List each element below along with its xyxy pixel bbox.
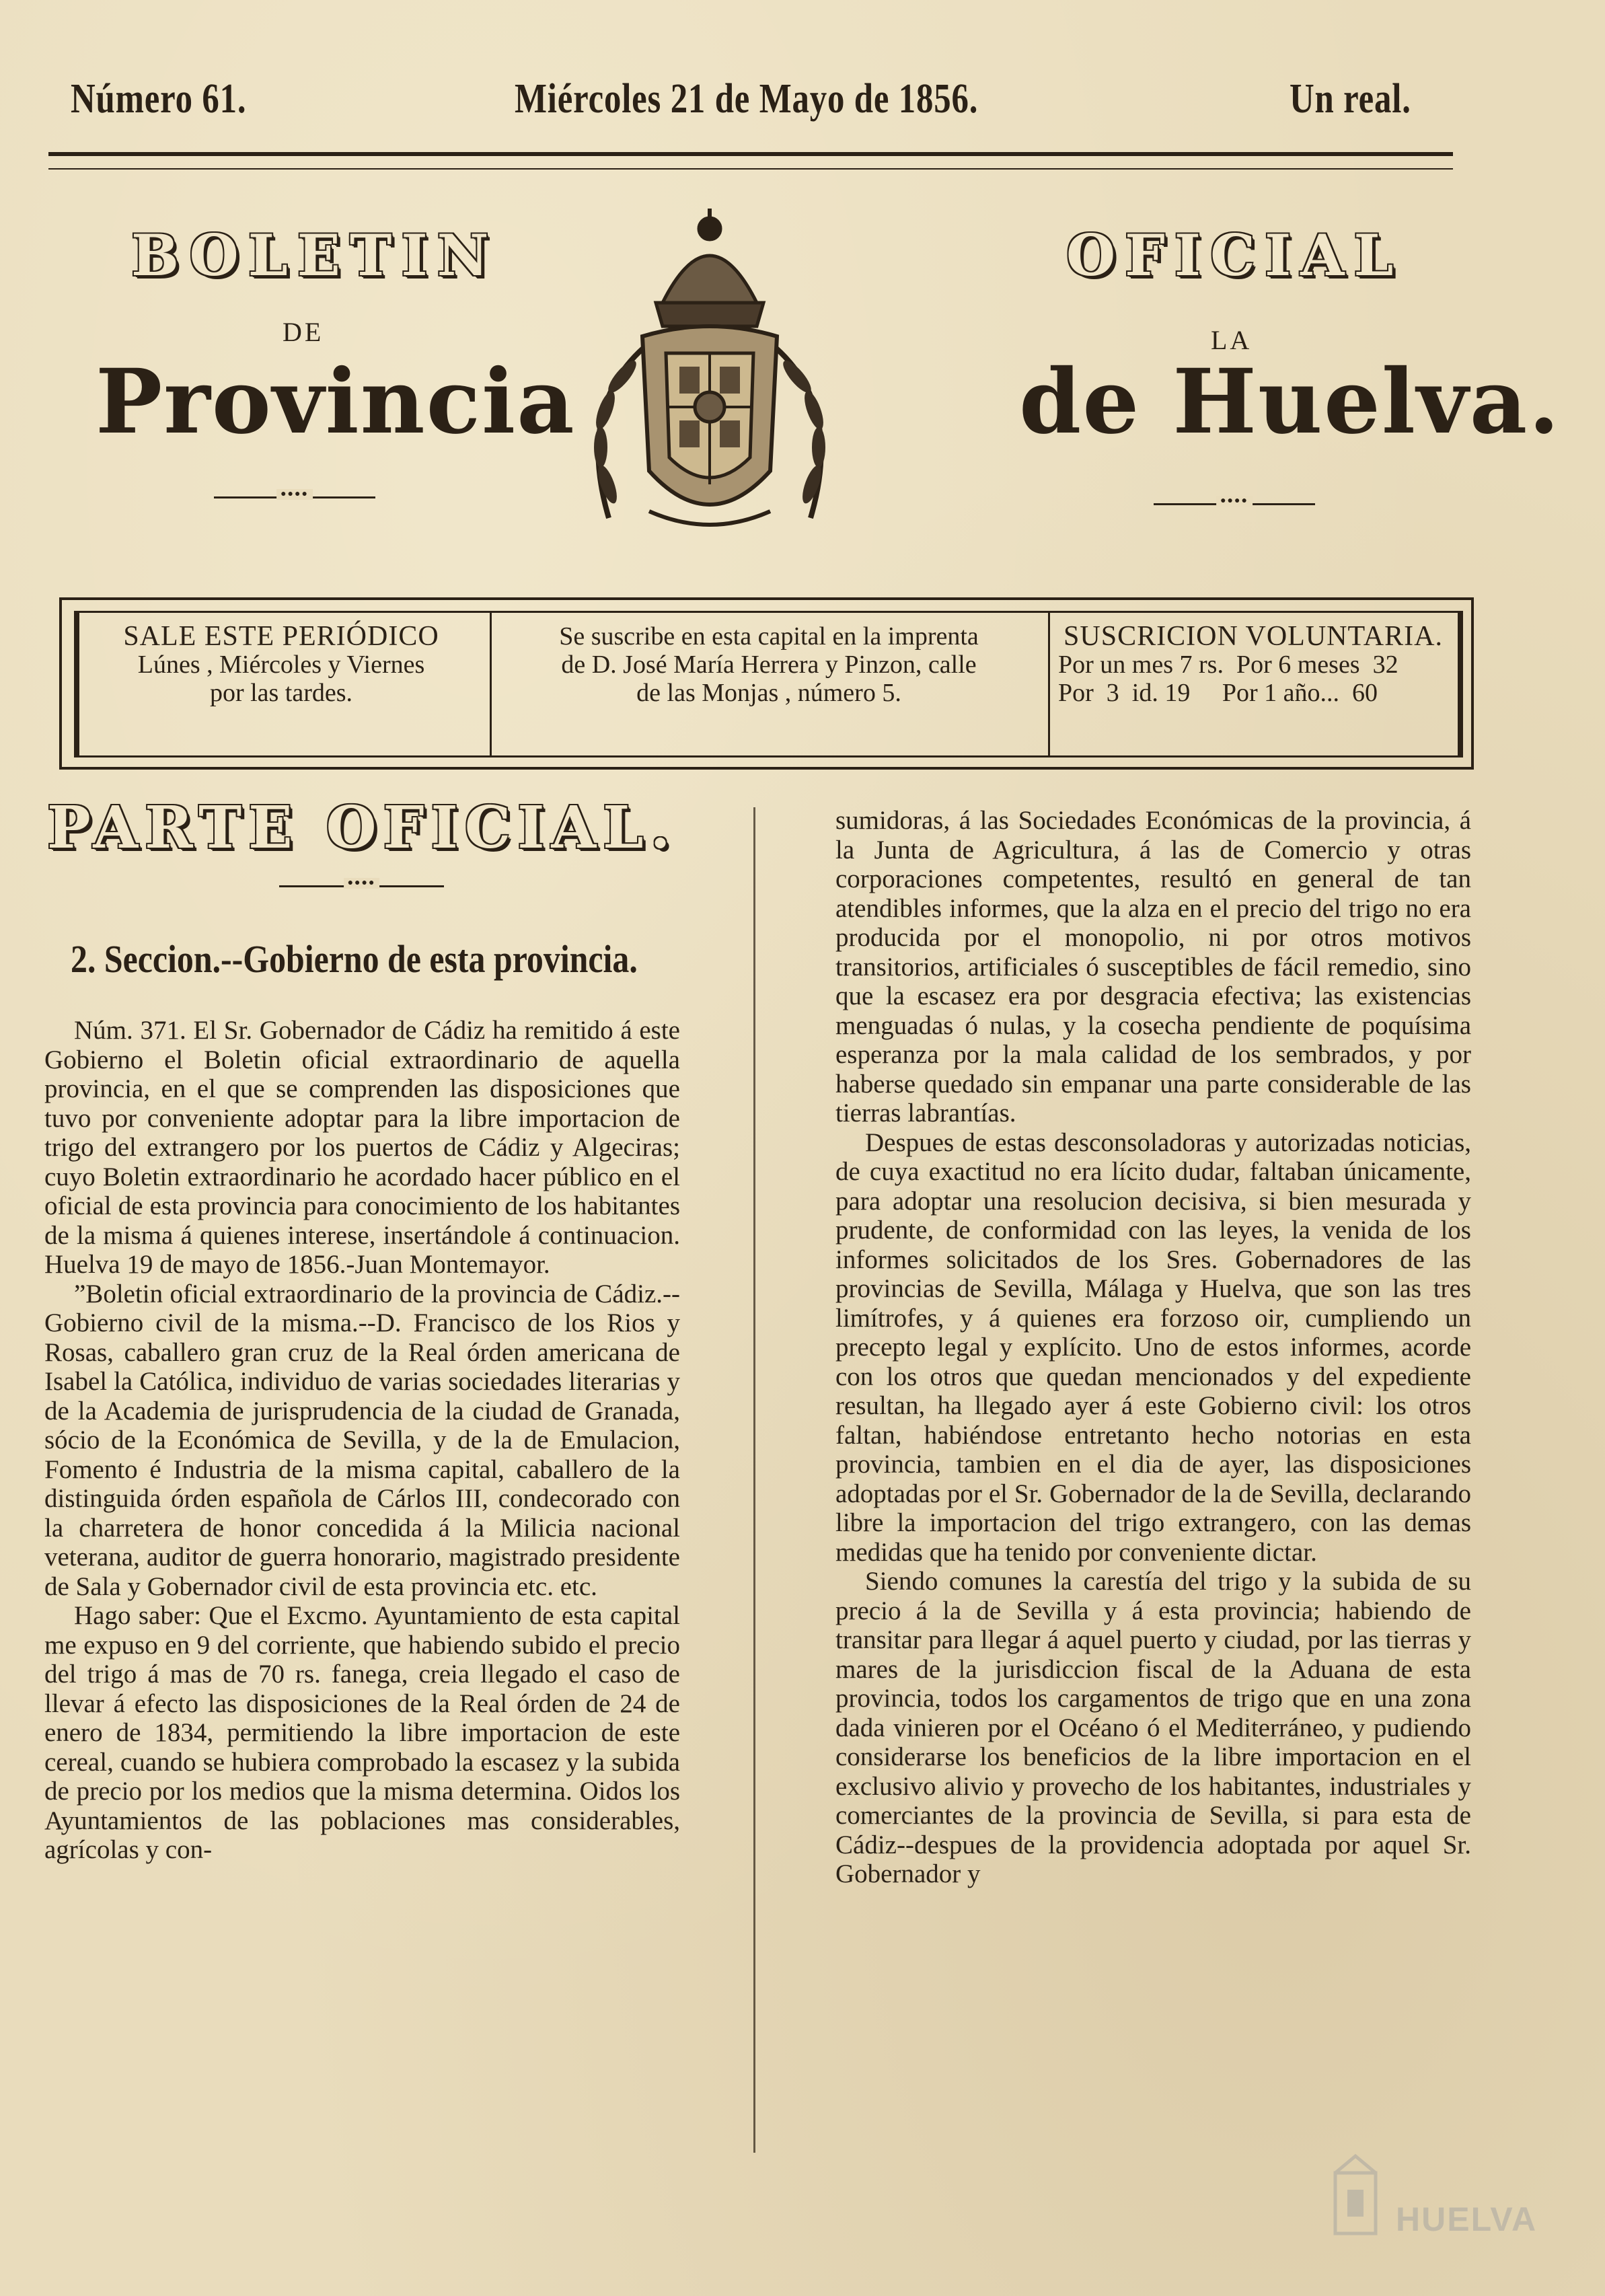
issue-price: Un real. — [1290, 76, 1411, 122]
publication-days — [86, 622, 476, 707]
masthead-ornament-right — [1154, 503, 1315, 505]
masthead-la: LA — [1211, 325, 1253, 355]
subscription-divider-1 — [490, 613, 492, 755]
issue-header — [71, 75, 1416, 136]
masthead-de: DE — [283, 317, 324, 347]
paragraph: sumidoras, á las Sociedades Económicas de la provincia, á la Junta de Agricultura, á las de Comercio y otras corporaciones competentes, resultó en general de tan atendibles informes, que la alza en el precio del trigo no era producida por el monopolio, ni por otros motivos transitorios, artificiales ó susceptibles de fácil remedio, sino que la escasez era por desgracia efectiva; las existencias menguadas ó nulas, y la cosecha pendiente de poquísima esperanza por la mala calidad de los sembrados, y por haberse quedado sin empanar una parte considerable de las tierras labrantías. — [835, 806, 1471, 1127]
right-column-text — [835, 806, 1471, 1889]
subscription-prices-line1: Por un mes 7 rs. Por 6 meses 32 — [1058, 651, 1398, 679]
subscription-box — [59, 597, 1474, 770]
header-rule — [48, 152, 1453, 170]
coat-of-arms-icon — [548, 202, 871, 552]
paragraph: Despues de estas desconsoladoras y autorizadas noticias, de cuya exactitud no era lícito dudar, faltaban únicamente, para adoptar una resolucion decisiva, si bien mesurada y prudente, de conformidad con las leyes, la venida de los informes solicitados de los Sres. Gobernadores de las provincias de Sevilla, Málaga y Huelva, que son las tres limítrofes, y á quienes era forzoso oir, cumpliendo un precepto legal y explícito. Uno de estos informes, acorde con los otros que quedan mencionados y del expediente resultan, ha llegado ayer á este Gobierno civil: los otros faltan, habiéndose entretanto hecho notorias en esta provincia, tambien en el dia de ayer, las disposiciones adoptadas por el Sr. Gobernador de la de Sevilla, declarando libre la importacion del trigo extrangero, con las demas medidas que ha tenido por conveniente dictar. — [835, 1127, 1471, 1567]
issue-date: Miércoles 21 de Mayo de 1856. — [515, 76, 979, 122]
paragraph: Siendo comunes la carestía del trigo y la subida de su precio á la de Sevilla y á esta provincia; habiendo de transitar para llegar á aquel puerto y ciudad, por las tierras y mares de la jurisdiccion fiscal de la Aduana de esta provincia, todos los cargamentos de trigo que en una zona dada vinieren por el Océano ó el Mediterráneo, y pudiendo considerarse los beneficios de la libre importacion en el exclusivo alivio y provecho de los habitantes, industriales y comerciantes de la provincia de Sevilla, si para esta de Cádiz--despues de la providencia adoptada por aquel Sr. Gobernador y — [835, 1567, 1471, 1888]
section-ornament — [279, 885, 444, 887]
publication-days-title: SALE ESTE PERIÓDICO — [123, 621, 439, 652]
subscription-location — [500, 622, 1038, 707]
subscription-prices — [1058, 622, 1448, 707]
issue-number: Número 61. — [71, 76, 247, 122]
publication-days-line2: por las tardes. — [209, 679, 353, 707]
publication-days-line1: Lúnes , Miércoles y Viernes — [137, 651, 425, 679]
subscription-divider-2 — [1048, 613, 1050, 755]
left-column-text — [44, 1016, 680, 1865]
section-title: PARTE OFICIAL. — [47, 794, 677, 862]
masthead-oficial: OFICIAL — [1066, 222, 1403, 289]
masthead-boletin: BOLETIN — [131, 222, 498, 289]
masthead-provincia: Provincia — [96, 350, 576, 454]
masthead-de-huelva: de Huelva. — [1019, 350, 1561, 454]
paragraph: Núm. 371. El Sr. Gobernador de Cádiz ha remitido á este Gobierno el Boletin oficial extraordinario de aquella provincia, en el que se comprenden las disposiciones que tuvo por conveniente adoptar para la libre importacion de trigo del extrangero por los puertos de Cádiz y Algeciras; cuyo Boletin extraordinario he acordado hacer público en el oficial de esta provincia para conocimiento de los habitantes de la misma á quienes interese, insertándole á continuacion. Huelva 19 de mayo de 1856.-Juan Montemayor. — [44, 1016, 680, 1279]
subsection-title: 2. Seccion.--Gobierno de esta provincia. — [71, 937, 638, 981]
archive-stamp-text: HUELVA — [1396, 2200, 1538, 2238]
column-divider — [753, 807, 755, 2153]
subscription-location-line1: Se suscribe en esta capital en la imprenta — [559, 622, 979, 651]
archive-stamp — [1329, 2153, 1571, 2247]
paragraph: Hago saber: Que el Excmo. Ayuntamiento de esta capital me expuso en 9 del corriente, que habiendo subido el precio del trigo á mas de 70 rs. fanega, creia llegado el caso de llevar á efecto las disposiciones de la Real órden de 24 de enero de 1834, permitiendo la libre importacion de este cereal, cuando se hubiera comprobado la escasez y la subida de precio por los medios que la misma determina. Oidos los Ayuntamientos de las poblaciones mas considerables, agrícolas y con- — [44, 1601, 680, 1864]
subscription-prices-title: SUSCRICION VOLUNTARIA. — [1063, 621, 1443, 652]
subscription-prices-line2: Por 3 id. 19 Por 1 año... 60 — [1058, 679, 1378, 707]
paragraph: ”Boletin oficial extraordinario de la provincia de Cádiz.--Gobierno civil de la misma.--D. Francisco de los Rios y Rosas, caballero gran cruz de la Real órden americana de Isabel la Católica, individuo de varias sociedades literarias y de la Academia de jurisprudencia de la ciudad de Granada, sócio de la Económica de Sevilla, y de la de Emulacion, Fomento é Industria de la misma capital, caballero de la distinguida órden española de Cárlos III, condecorado con la charretera de honor concedida á la Milicia nacional veterana, auditor de guerra honorario, magistrado presidente de Sala y Gobernador civil de esta provincia etc. etc. — [44, 1279, 680, 1601]
archive-emblem-icon — [1329, 2153, 1382, 2240]
subscription-location-line3: de las Monjas , número 5. — [636, 679, 901, 707]
subscription-location-line2: de D. José María Herrera y Pinzon, calle — [561, 651, 977, 679]
masthead-ornament-left — [214, 496, 375, 498]
